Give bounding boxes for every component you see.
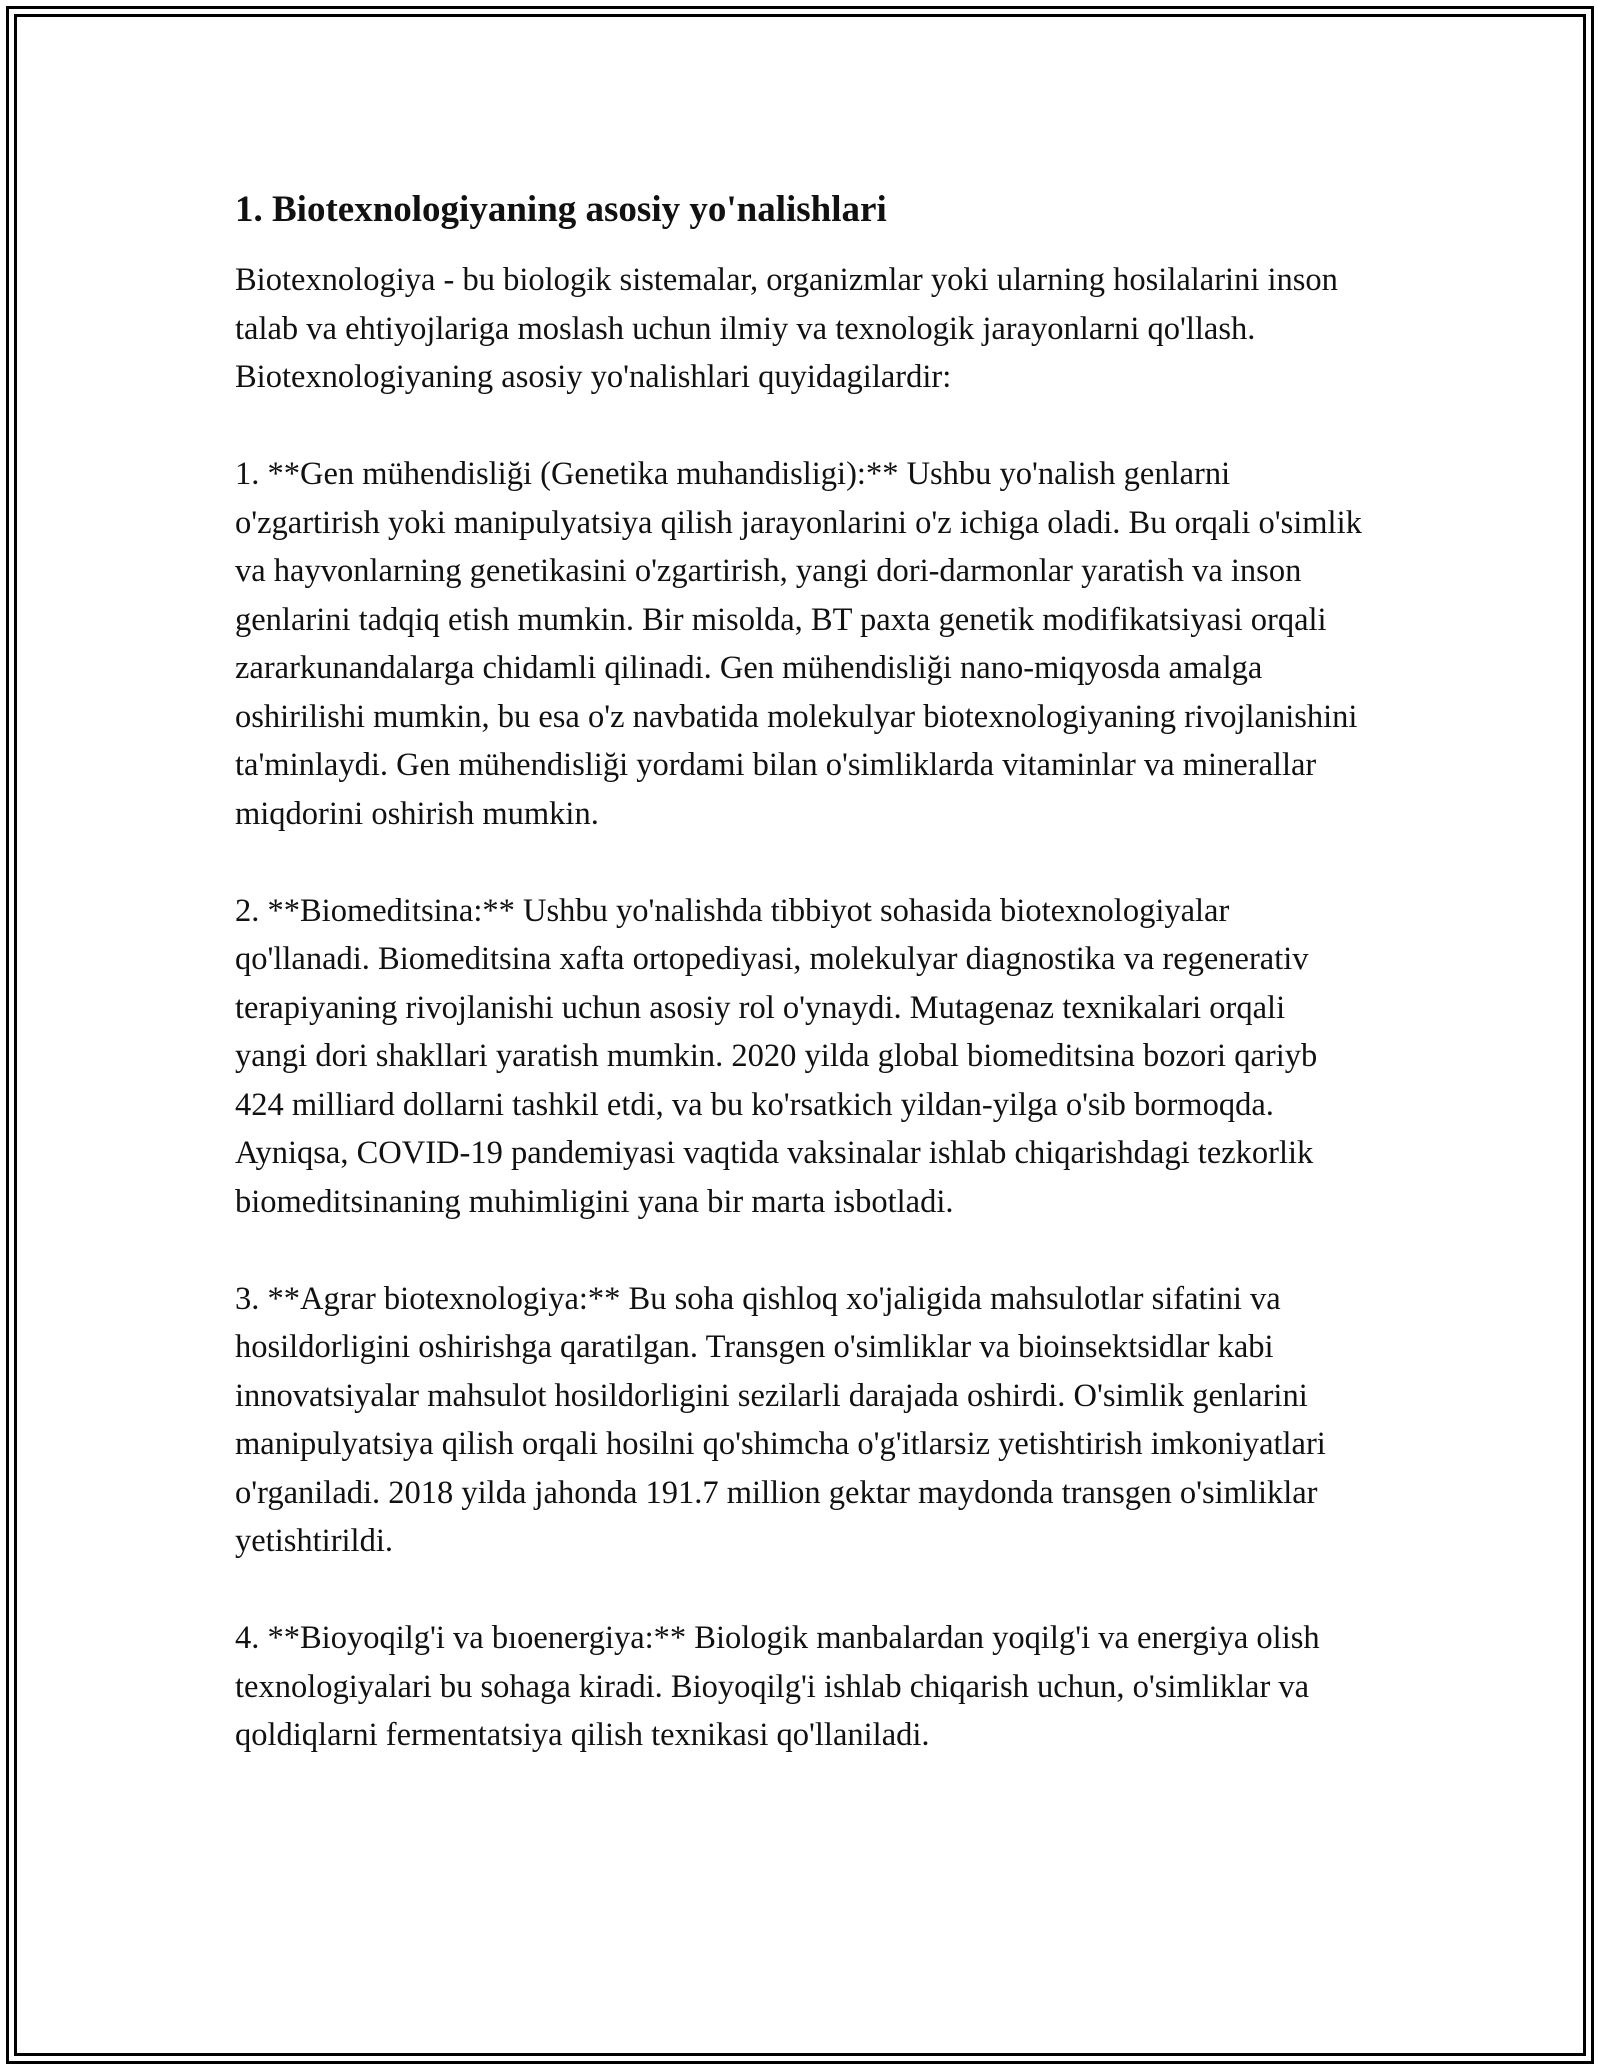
document-title: 1. Biotexnologiyaning asosiy yo'nalishlari — [235, 189, 887, 230]
section-agrar-biotexnologiya: 3. **Agrar biotexnologiya:** Bu soha qishloq xo'jaligida mahsulotlar sifatini va hosildorligini oshirishga qaratilgan. Transgen o'simliklar va bioinsektsidlar kabi innovatsiyalar mahsulot hosildorligini sezilarli darajada oshirdi. O'simlik genlarini manipulyatsiya qilish orqali hosilni qo'shimcha o'g'itlarsiz yetishtirish imkoniyatlari o'rganiladi. 2018 yilda jahonda 191.7 million gektar maydonda transgen o'simliklar yetishtirildi. — [235, 1280, 1326, 1559]
section-biomeditsina: 2. **Biomeditsina:** Ushbu yo'nalishda tibbiyot sohasida biotexnologiyalar qo'llanadi. Biomeditsina xafta ortopediyasi, molekulyar diagnostika va regenerativ terapiyaning rivojlanishi uchun asosiy rol o'ynaydi. Mutagenaz texnikalari orqali yangi dori shakllari yaratish mumkin. 2020 yilda global biomeditsina bozori qariyb 424 milliard dollarni tashkil etdi, va bu ko'rsatkich yildan-yilga o'sib bormoqda. Ayniqsa, COVID-19 pandemiyasi vaqtida vaksinalar ishlab chiqarishdagi tezkorlik biomeditsinaning muhimligini yana bir marta isbotladi. — [235, 892, 1318, 1220]
document-body — [235, 186, 1365, 1760]
intro-paragraph: Biotexnologiya - bu biologik sistemalar, organizmlar yoki ularning hosilalarini inson talab va ehtiyojlariga moslash uchun ilmiy va texnologik jarayonlarni qo'llash. Biotexnologiyaning asosiy yo'nalishlari quyidagilardir: — [235, 262, 1338, 395]
section-bioyoqilgi: 4. **Bioyoqilg'i va bıoenergiya:** Biologik manbalardan yoqilg'i va energiya olish texnologiyalari bu sohaga kiradi. Bioyoqilg'i ishlab chiqarish uchun, o'simliklar va qoldiqlarni fermentatsiya qilish texnikasi qo'llaniladi. — [235, 1620, 1320, 1753]
section-gen-muhendisligi: 1. **Gen mühendisliği (Genetika muhandisligi):** Ushbu yo'nalish genlarni o'zgartirish yoki manipulyatsiya qilish jarayonlarini o'z ichiga oladi. Bu orqali o'simlik va hayvonlarning genetikasini o'zgartirish, yangi dori-darmonlar yaratish va inson genlarini tadqiq etish mumkin. Bir misolda, BT paxta genetik modifikatsiyasi orqali zararkunandalarga chidamli qilinadi. Gen mühendisliği nano-miqyosda amalga oshirilishi mumkin, bu esa o'z navbatida molekulyar biotexnologiyaning rivojlanishini ta'minlaydi. Gen mühendisliği yordami bilan o'simliklarda vitaminlar va minerallar miqdorini oshirish mumkin. — [235, 456, 1362, 832]
